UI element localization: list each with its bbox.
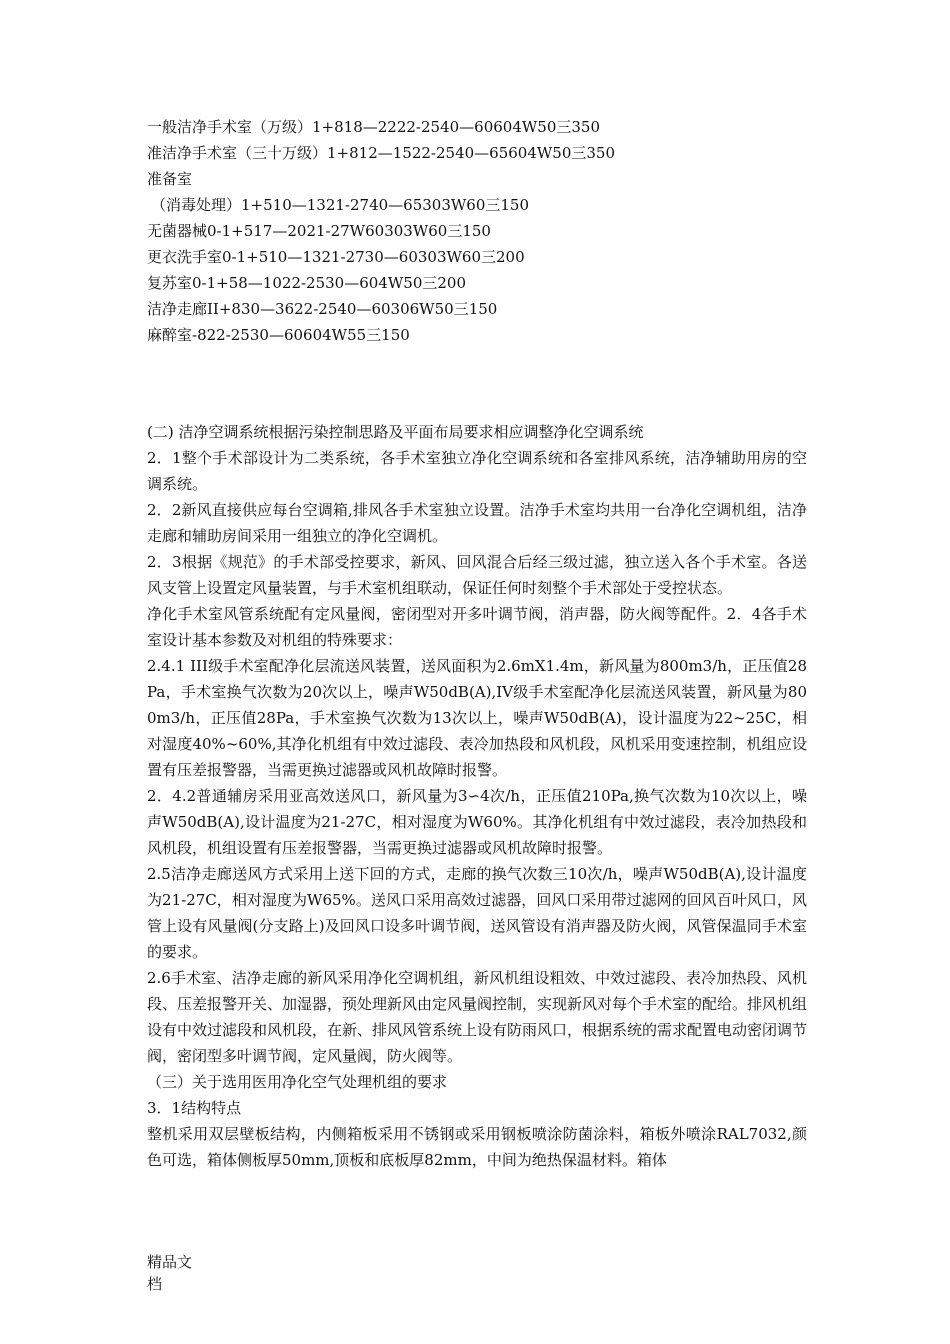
paragraph: 2．4.2普通辅房采用亚高效送风口，新风量为3∽4次/h，正压值210Pa,换气次数为10次以上，噪声W50dB(A),设计温度为21-27C，相对湿度为W60%。其净化机组有中效过滤段，表冷加热段和风机段，机组设置有压差报警器，当需更换过滤器或风机故障时报警。 (147, 787, 807, 857)
paragraph: 整机采用双层壁板结构，内侧箱板采用不锈钢或采用钢板喷涂防菌涂料，箱板外喷涂RAL7032,颜色可选，箱体侧板厚50mm,顶板和底板厚82mm，中间为绝热保温材料。箱体 (147, 1125, 807, 1169)
paragraph: 2.5洁净走廊送风方式采用上送下回的方式，走廊的换气次数三10次/h，噪声W50dB(A),设计温度为21-27C，相对湿度为W65%。送风口采用高效过滤器，回风口采用带过滤网的回风百叶风口，风管上设有风量阀(分支路上)及回风口设多叶调节阀，送风管设有消声器及防火阀，风管保温同手术室的要求。 (147, 865, 807, 961)
room-line: 准洁净手术室（三十万级）1+812—1522-2540—65604W50三350 (147, 144, 616, 162)
paragraph: 2.4.1 III级手术室配净化层流送风装置，送风面积为2.6mX1.4m，新风量为800m3/h，正压值28Pa，手术室换气次数为20次以上，噪声W50dB(A),IV级手术室配净化层流送风装置，新风量为800m3/h，正压值28Pa，手术室换气次数为13次以上，噪声W50dB(A)，设计温度为22~25C，相对湿度40%~60%,其净化机组有中效过滤段、表冷加热段和风机段，风机采用变速控制，机组应设置有压差报警器，当需更换过滤器或风机故障时报警。 (147, 657, 807, 779)
room-line: 一般洁净手术室（万级）1+818—2222-2540—60604W50三350 (147, 118, 601, 136)
room-line: 无菌器械0-1+517—2021-27W60303W60三150 (147, 222, 491, 240)
room-line: 准备室 (147, 170, 193, 188)
room-line: 复苏室0-1+58—1022-2530—604W50三200 (147, 274, 466, 292)
paragraph: 2.6手术室、洁净走廊的新风采用净化空调机组，新风机组设粗效、中效过滤段、表冷加热段、风机段、压差报警开关、加湿器，预处理新风由定风量阀控制，实现新风对每个手术室的配给。排风机组设有中效过滤段和风机段，在新、排风风管系统上设有防雨风口，根据系统的需求配置电动密闭调节阀，密闭型多叶调节阀，定风量阀，防火阀等。 (147, 969, 808, 1065)
room-line: 麻醉室-822-2530—60604W55三150 (147, 326, 410, 344)
subsection-heading: 3．1结构特点 (147, 1099, 242, 1117)
paragraph: 2．1整个手术部设计为二类系统，各手术室独立净化空调系统和各室排风系统，洁净辅助用房的空调系统。 (147, 449, 807, 493)
footer-watermark-text (147, 1251, 207, 1295)
footer-line: 档 (147, 1275, 163, 1293)
room-line: 洁净走廊II+830—3622-2540—60306W50三150 (147, 300, 498, 318)
main-body (147, 419, 807, 1173)
paragraph: 2．3根据《规范》的手术部受控要求，新风、回风混合后经三级过滤，独立送入各个手术室。各送风支管上设置定风量装置，与手术室机组联动，保证任何时刻整个手术部处于受控状态。 (147, 553, 807, 597)
room-line: 更衣洗手室0-1+510—1321-2730—60303W60三200 (147, 248, 525, 266)
paragraph: 2．2新风直接供应每台空调箱,排风各手术室独立设置。洁净手术室均共用一台净化空调机组，洁净走廊和辅助房间采用一组独立的净化空调机。 (147, 501, 807, 545)
room-parameter-list (147, 114, 807, 348)
paragraph: 净化手术室风管系统配有定风量阀，密闭型对开多叶调节阀，消声器，防火阀等配件。2．4各手术室设计基本参数及对机组的特殊要求： (147, 605, 807, 649)
footer-line: 精品文 (147, 1253, 193, 1271)
room-line: （消毒处理）1+510—1321-2740—65303W60三150 (151, 196, 530, 214)
section-heading: （三）关于选用医用净化空气处理机组的要求 (147, 1073, 448, 1091)
section-heading: (二) 洁净空调系统根据污染控制思路及平面布局要求相应调整净化空调系统 (147, 423, 644, 441)
